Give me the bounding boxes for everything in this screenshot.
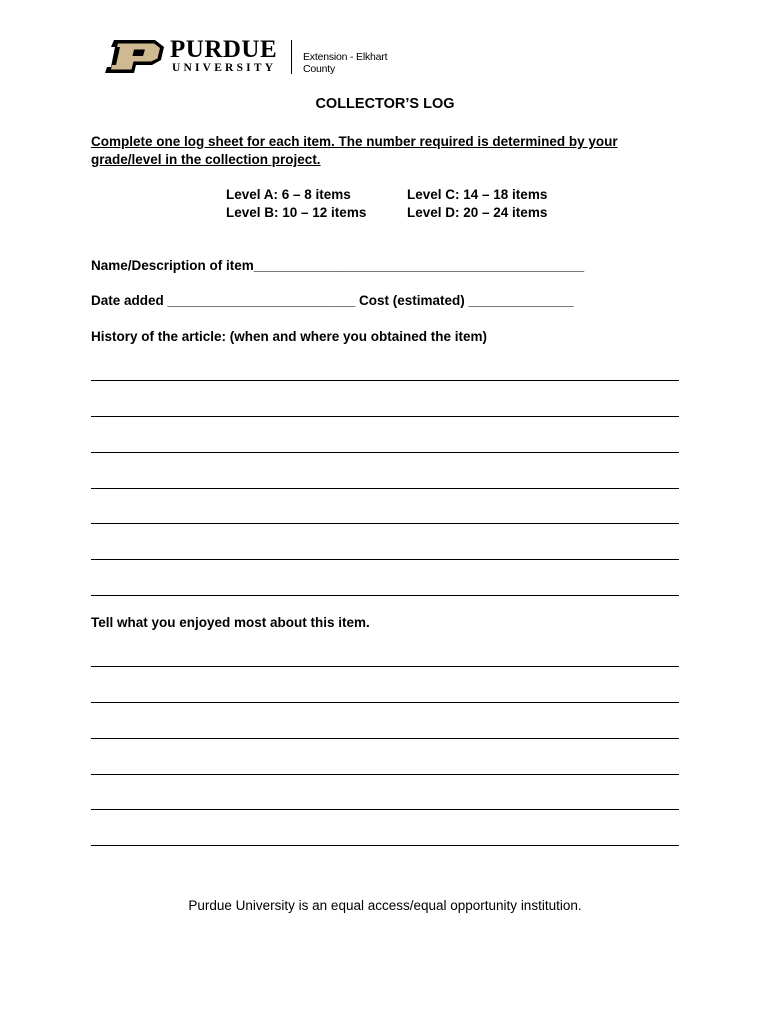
history-write-line[interactable]	[91, 523, 679, 524]
purdue-logo	[105, 38, 415, 78]
purdue-p-logo-icon	[105, 40, 165, 74]
purdue-wordmark: PURDUE	[170, 36, 278, 63]
history-write-line[interactable]	[91, 452, 679, 453]
history-write-line[interactable]	[91, 559, 679, 560]
level-c: Level C: 14 – 18 items	[407, 187, 548, 202]
history-write-line[interactable]	[91, 488, 679, 489]
enjoy-write-line[interactable]	[91, 809, 679, 810]
university-wordmark: UNIVERSITY	[172, 62, 277, 74]
level-requirements	[226, 186, 547, 222]
level-b: Level B: 10 – 12 items	[226, 205, 367, 220]
enjoy-write-line[interactable]	[91, 666, 679, 667]
history-write-line[interactable]	[91, 416, 679, 417]
enjoy-label: Tell what you enjoyed most about this item.	[91, 615, 370, 630]
level-a: Level A: 6 – 8 items	[226, 187, 351, 202]
page-title: COLLECTOR’S LOG	[315, 96, 455, 112]
logo-divider	[291, 40, 292, 74]
enjoy-write-line[interactable]	[91, 702, 679, 703]
equal-opportunity-footer: Purdue University is an equal access/equal opportunity institution.	[188, 898, 582, 913]
name-description-field[interactable]: Name/Description of item____________________________________________	[91, 258, 585, 273]
enjoy-write-line[interactable]	[91, 738, 679, 739]
extension-label: Extension - Elkhart County	[303, 51, 388, 75]
instructions-text: Complete one log sheet for each item. The number required is determined by your grade/level in the collection project.	[91, 134, 618, 167]
history-write-line[interactable]	[91, 595, 679, 596]
level-d: Level D: 20 – 24 items	[407, 205, 548, 220]
history-label: History of the article: (when and where you obtained the item)	[91, 329, 488, 344]
enjoy-write-line[interactable]	[91, 845, 679, 846]
history-write-line[interactable]	[91, 380, 679, 381]
date-cost-field[interactable]: Date added _________________________ Cost (estimated) ______________	[91, 293, 574, 308]
enjoy-write-line[interactable]	[91, 774, 679, 775]
